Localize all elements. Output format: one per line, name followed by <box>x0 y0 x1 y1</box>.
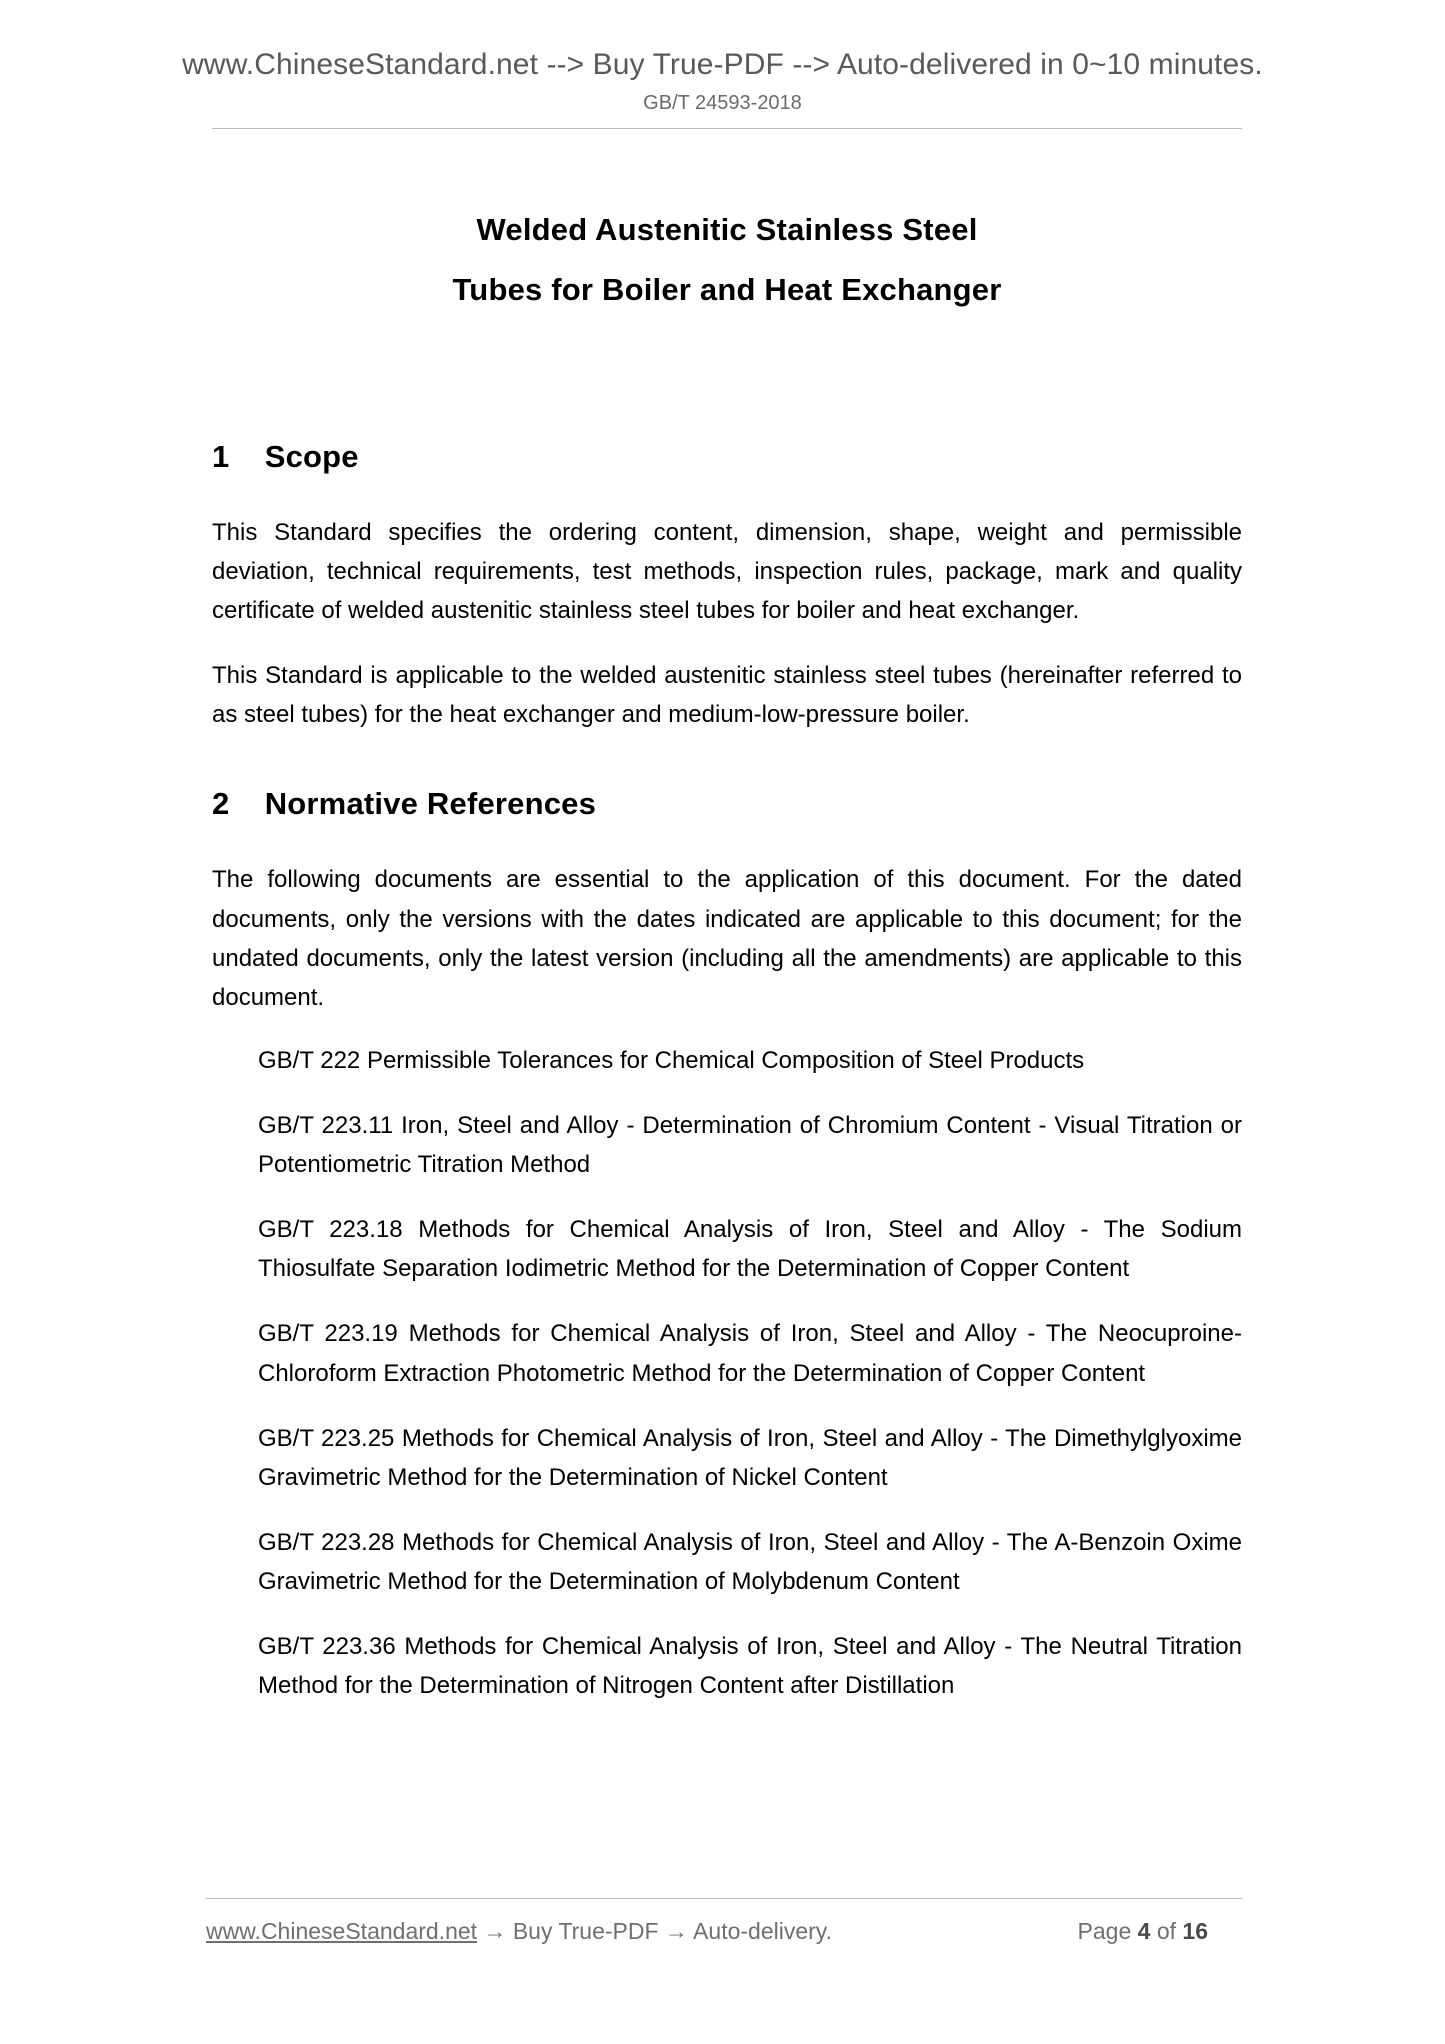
spacer <box>212 321 1242 439</box>
page-indicator <box>1078 1918 1242 1945</box>
scope-paragraph-2: This Standard is applicable to the welded austenitic stainless steel tubes (hereinafter referred to as steel tubes) for the heat exchanger and medium-low-pressure boiler. <box>212 662 1242 729</box>
spacer <box>212 1393 1242 1419</box>
spacer <box>212 1184 1242 1210</box>
reference-item: GB/T 223.25 Methods for Chemical Analysis of Iron, Steel and Alloy - The Dimethylglyoxime Gravimetric Method for the Determination of Nickel Content <box>258 1424 1242 1491</box>
reference-item: GB/T 223.36 Methods for Chemical Analysis of Iron, Steel and Alloy - The Neutral Titration Method for the Determination of Nitrogen Content after Distillation <box>258 1633 1242 1700</box>
spacer <box>212 1080 1242 1106</box>
footer-website-link[interactable]: www.ChineseStandard.net <box>206 1918 478 1944</box>
header-standard-code: GB/T 24593-2018 <box>643 92 802 114</box>
total-page-count: 16 <box>1182 1918 1208 1944</box>
spacer <box>212 475 1242 513</box>
reference-item: GB/T 223.11 Iron, Steel and Alloy - Determination of Chromium Content - Visual Titration or Potentiometric Titration Method <box>258 1111 1242 1179</box>
spacer <box>212 1288 1242 1314</box>
reference-item: GB/T 222 Permissible Tolerances for Chemical Composition of Steel Products <box>258 1046 1085 1074</box>
spacer <box>212 630 1242 656</box>
spacer <box>212 734 1242 786</box>
header-divider <box>212 128 1242 129</box>
header-promo-text: www.ChineseStandard.net --> Buy True-PDF --> Auto-delivered in 0~10 minutes. <box>182 48 1263 81</box>
normative-references-intro: The following documents are essential to the application of this document. For the dated documents, only the versions with the dates indicated are applicable to this document; for the undated documents, only the latest version (including all the amendments) are applicable to this document. <box>212 866 1242 1011</box>
of-label: of <box>1156 1918 1177 1944</box>
page-label: Page <box>1077 1918 1132 1944</box>
section-heading-scope: 1 Scope <box>212 438 359 474</box>
scope-paragraph-1: This Standard specifies the ordering content, dimension, shape, weight and permissible deviation, technical requirements, test methods, inspection rules, package, mark and quality certificate of welded austenitic stainless steel tubes for boiler and heat exchanger. <box>212 518 1242 625</box>
page-header <box>150 48 1295 115</box>
reference-item: GB/T 223.19 Methods for Chemical Analysis of Iron, Steel and Alloy - The Neocuproine-Chloroform Extraction Photometric Method for the Determination of Copper Content <box>258 1320 1242 1387</box>
reference-item: GB/T 223.18 Methods for Chemical Analysis of Iron, Steel and Alloy - The Sodium Thiosulfate Separation Iodimetric Method for the Determination of Copper Content <box>258 1216 1242 1283</box>
spacer <box>212 1497 1242 1523</box>
document-title-line-1: Welded Austenitic Stainless Steel <box>476 212 978 247</box>
document-title-line-2: Tubes for Boiler and Heat Exchanger <box>452 272 1002 308</box>
document-title <box>212 200 1242 321</box>
reference-item: GB/T 223.28 Methods for Chemical Analysis of Iron, Steel and Alloy - The A-Benzoin Oxime Gravimetric Method for the Determination of Molybdenum Content <box>258 1528 1242 1595</box>
spacer <box>212 822 1242 860</box>
footer-promo <box>206 1918 832 1945</box>
footer-promo-tail: → Buy True-PDF → Auto-delivery. <box>477 1918 832 1944</box>
page-footer <box>206 1918 1242 1945</box>
spacer <box>212 1601 1242 1627</box>
footer-divider <box>206 1898 1242 1899</box>
current-page-number: 4 <box>1137 1918 1151 1944</box>
section-heading-normative-references: 2 Normative References <box>212 786 597 822</box>
document-body <box>212 200 1242 1705</box>
spacer <box>212 1017 1242 1041</box>
